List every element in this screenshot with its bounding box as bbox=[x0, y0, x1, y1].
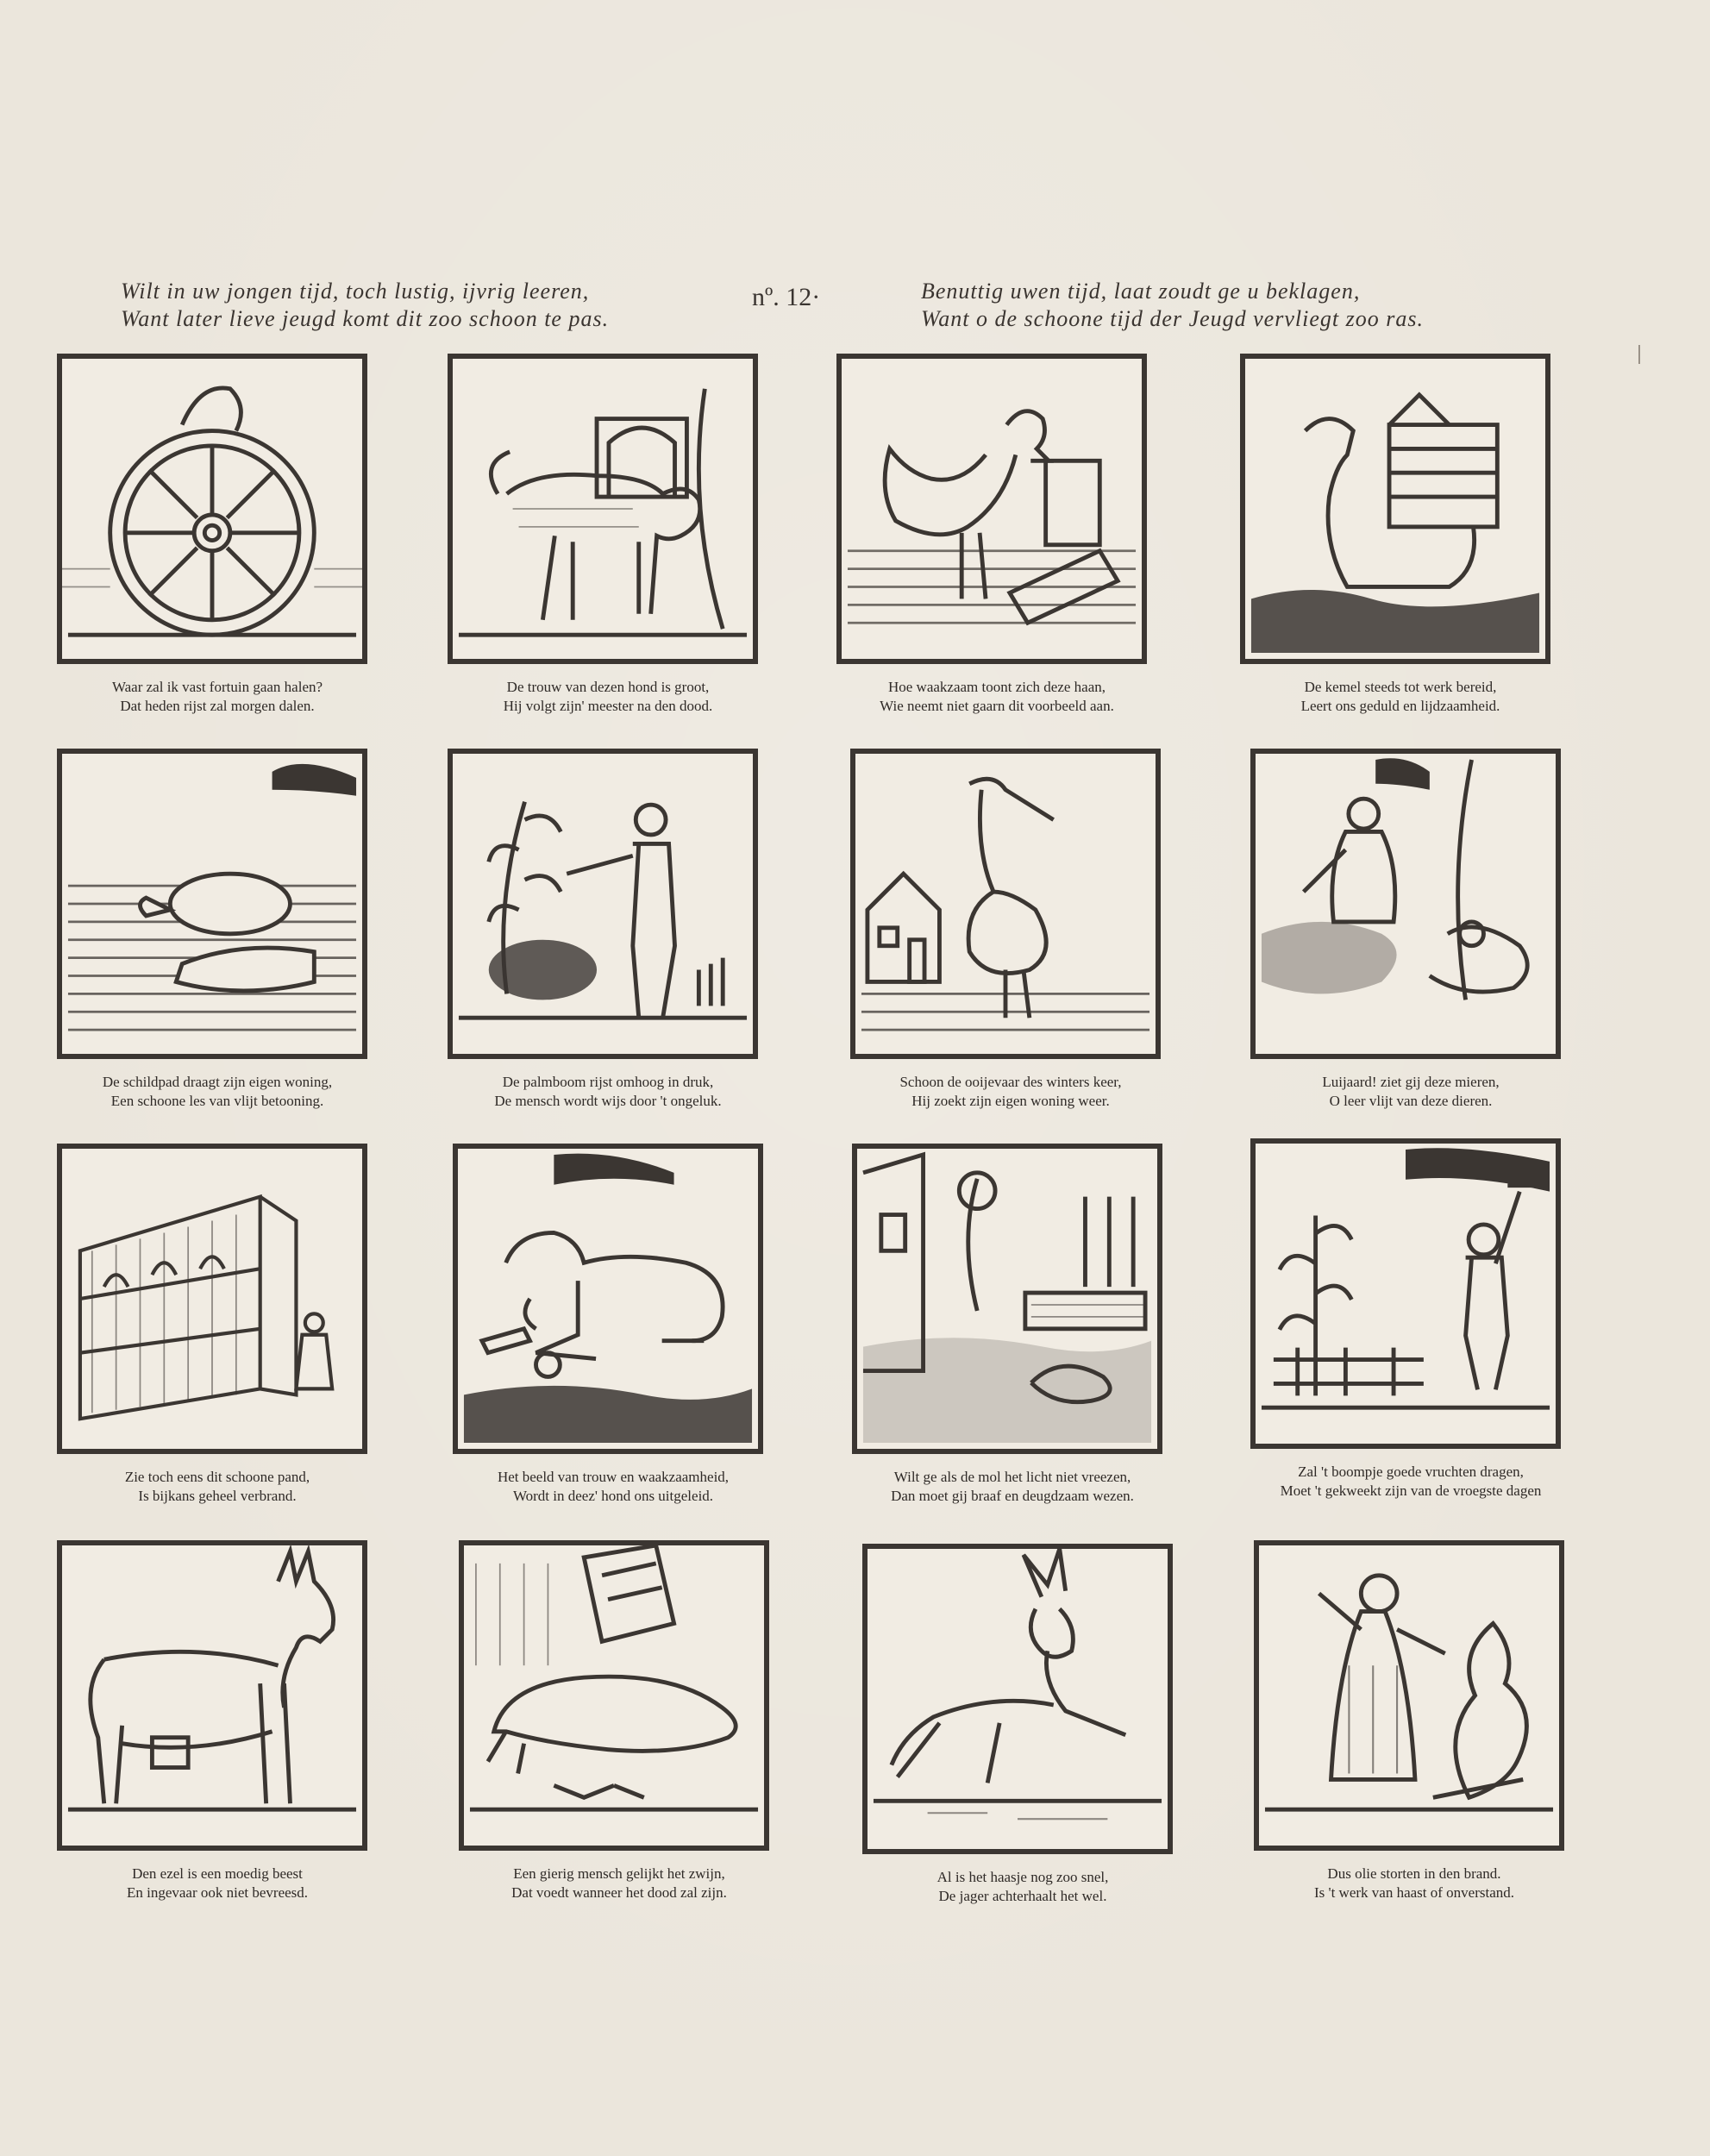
caption-line-2: Is bijkans geheel verbrand. bbox=[138, 1488, 297, 1504]
panel-caption bbox=[447, 1865, 792, 1902]
woodcut-panel bbox=[1250, 1138, 1578, 1501]
panel-caption bbox=[435, 1073, 780, 1111]
woodcut-panel bbox=[850, 749, 1178, 1111]
panel-caption bbox=[45, 1865, 390, 1902]
caption-line-1: Zal 't boompje goede vruchten dragen, bbox=[1298, 1463, 1524, 1480]
caption-line-2: En ingevaar ook niet bevreesd. bbox=[126, 1884, 309, 1901]
woodcut-panel bbox=[1254, 1540, 1582, 1902]
woodcut-panel bbox=[836, 354, 1164, 716]
panel-caption bbox=[45, 1468, 390, 1506]
caption-line-2: Moet 't gekweekt zijn van de vroegste dagen bbox=[1280, 1482, 1542, 1499]
header-verse-left-line-1: Wilt in uw jongen tijd, toch lustig, ijvrig leeren, bbox=[121, 279, 590, 304]
caption-line-2: Hij zoekt zijn eigen woning weer. bbox=[911, 1093, 1110, 1109]
caption-line-2: De mensch wordt wijs door 't ongeluk. bbox=[494, 1093, 722, 1109]
caption-line-1: Hoe waakzaam toont zich deze haan, bbox=[887, 679, 1106, 695]
panel-caption bbox=[435, 678, 780, 716]
pig-icon bbox=[459, 1540, 769, 1851]
woodcut-panel bbox=[852, 1144, 1180, 1506]
oil-fire-icon bbox=[1254, 1540, 1564, 1851]
donkey-icon bbox=[57, 1540, 367, 1851]
header-verse-right-line-1: Benuttig uwen tijd, laat zoudt ge u beklagen, bbox=[921, 279, 1361, 304]
caption-line-2: Een schoone les van vlijt betooning. bbox=[110, 1093, 324, 1109]
panel-caption bbox=[850, 1868, 1195, 1906]
caption-line-1: Dus olie storten in den brand. bbox=[1327, 1865, 1501, 1882]
header-verse-left bbox=[121, 278, 609, 333]
panel-caption bbox=[45, 678, 390, 716]
caption-line-2: Leert ons geduld en lijdzaamheid. bbox=[1300, 698, 1500, 714]
caption-line-2: Wordt in deez' hond ons uitgeleid. bbox=[512, 1488, 714, 1504]
woodcut-panel bbox=[57, 1540, 385, 1902]
woodcut-panel bbox=[57, 1144, 385, 1506]
tortoise-icon bbox=[57, 749, 367, 1059]
woodcut-panel bbox=[448, 354, 775, 716]
caption-line-1: De palmboom rijst omhoog in druk, bbox=[502, 1074, 714, 1090]
caption-line-2: De jager achterhaalt het wel. bbox=[938, 1888, 1107, 1904]
caption-line-1: De kemel steeds tot werk bereid, bbox=[1304, 679, 1497, 695]
woodcut-panel bbox=[1250, 749, 1578, 1111]
woodcut-panel bbox=[57, 749, 385, 1111]
panel-caption bbox=[1238, 1463, 1583, 1501]
woodcut-panel bbox=[1240, 354, 1568, 716]
gardener-icon bbox=[1250, 1138, 1561, 1449]
margin-mark bbox=[1638, 345, 1640, 364]
caption-line-2: Wie neemt niet gaarn dit voorbeeld aan. bbox=[880, 698, 1114, 714]
header-verse-right bbox=[921, 278, 1424, 333]
panel-caption bbox=[838, 1073, 1183, 1111]
caption-line-1: Den ezel is een moedig beest bbox=[132, 1865, 303, 1882]
panel-caption bbox=[1228, 678, 1573, 716]
caption-line-1: Luijaard! ziet gij deze mieren, bbox=[1322, 1074, 1500, 1090]
caption-line-1: Een gierig mensch gelijkt het zwijn, bbox=[513, 1865, 725, 1882]
wheel-of-fortune-icon bbox=[57, 354, 367, 664]
caption-line-1: Waar zal ik vast fortuin gaan halen? bbox=[111, 679, 323, 695]
panel-caption bbox=[1242, 1865, 1587, 1902]
header-verse-right-line-2: Want o de schoone tijd der Jeugd vervliegt zoo ras. bbox=[921, 306, 1424, 331]
caption-line-2: Dat heden rijst zal morgen dalen. bbox=[120, 698, 315, 714]
caption-line-2: O leer vlijt van deze dieren. bbox=[1329, 1093, 1493, 1109]
panel-caption bbox=[45, 1073, 390, 1111]
caption-line-1: Het beeld van trouw en waakzaamheid, bbox=[497, 1469, 730, 1485]
caption-line-2: Dat voedt wanneer het dood zal zijn. bbox=[511, 1884, 727, 1901]
woodcut-panel bbox=[453, 1144, 780, 1506]
woodcut-panel bbox=[57, 354, 385, 716]
sheet-header bbox=[0, 278, 1710, 338]
woodcut-panel bbox=[862, 1544, 1190, 1906]
palm-tree-man-icon bbox=[448, 749, 758, 1059]
panel-caption bbox=[441, 1468, 786, 1506]
sluggard-icon bbox=[1250, 749, 1561, 1059]
woodcut-panel bbox=[459, 1540, 786, 1902]
caption-line-1: Al is het haasje nog zoo snel, bbox=[936, 1869, 1109, 1885]
panel-caption bbox=[1238, 1073, 1583, 1111]
caption-line-1: Schoon de ooijevaar des winters keer, bbox=[899, 1074, 1122, 1090]
caption-line-2: Dan moet gij braaf en deugdzaam wezen. bbox=[891, 1488, 1134, 1504]
hare-icon bbox=[862, 1544, 1173, 1854]
caption-line-1: Wilt ge als de mol het licht niet vreezen, bbox=[893, 1469, 1131, 1485]
lying-dog-icon bbox=[453, 1144, 763, 1454]
mole-icon bbox=[852, 1144, 1162, 1454]
rooster-icon bbox=[836, 354, 1147, 664]
header-verse-left-line-2: Want later lieve jeugd komt dit zoo schoon te pas. bbox=[121, 306, 610, 331]
stork-icon bbox=[850, 749, 1161, 1059]
caption-line-1: Zie toch eens dit schoone pand, bbox=[124, 1469, 310, 1485]
caption-line-1: De schildpad draagt zijn eigen woning, bbox=[102, 1074, 333, 1090]
panel-caption bbox=[824, 678, 1169, 716]
caption-line-2: Hij volgt zijn' meester na den dood. bbox=[503, 698, 713, 714]
caption-line-1: De trouw van dezen hond is groot, bbox=[506, 679, 710, 695]
burnt-house-icon bbox=[57, 1144, 367, 1454]
sheet-number: nº. 12· bbox=[752, 283, 821, 311]
caption-line-2: Is 't werk van haast of onverstand. bbox=[1313, 1884, 1515, 1901]
panel-caption bbox=[840, 1468, 1185, 1506]
woodcut-panel bbox=[448, 749, 775, 1111]
dog-icon bbox=[448, 354, 758, 664]
camel-icon bbox=[1240, 354, 1550, 664]
